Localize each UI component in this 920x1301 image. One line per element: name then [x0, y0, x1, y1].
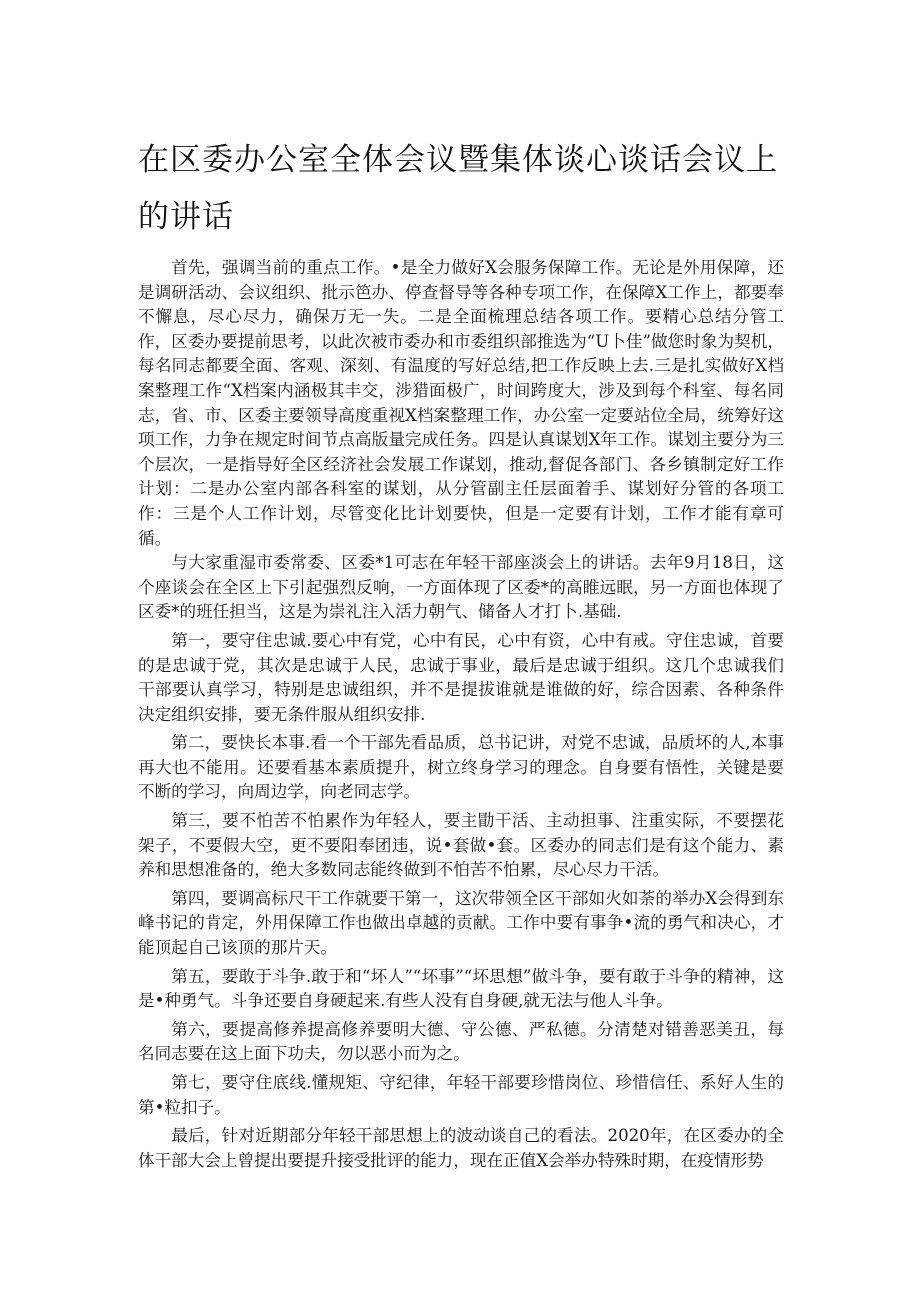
- paragraph-hard-work: 第三，要不怕苦不怕累作为年轻人，要主勖干活、主动担事、注重实际，不要摆花架子，不要假大空，更不要阳奉团违，说•套做•套。区委办的同志们是有这个能力、素养和思想准备的，绝大多数同志能终做到不怕苦不怕累，尽心尽力干活。: [138, 811, 784, 880]
- paragraph-ability: 第二，要快长本事.看一个干部先看品质，总书记讲，对党不忠诚，品质坏的人,本事再大也不能用。还要看基本素质提升，树立终身学习的理念。自身要有悟性，关键是要不断的学习，向周边学，向老同志学。: [138, 733, 784, 802]
- paragraph-bottom-line: 第七，要守住底线.懂规矩、守纪律，年轻干部要珍惜岗位、珍惜信任、系好人生的第•粒扣子。: [138, 1073, 784, 1117]
- document-title: 在区委办公室全体会议暨集体谈心谈话会议上的讲话: [138, 142, 778, 235]
- paragraph-loyalty: 第一，要守住忠诚.要心中有党，心中有民，心中有资，心中有戒。守住忠诚，首要的是忠诚于党，其次是忠诚于人民，忠诚于事业，最后是忠诚于组织。这几个忠诚我们干部要认真学习，特别是忠诚组织，并不是提拔谁就是谁做的好，综合因素、各种条件决定组织安排，要无条件服从组织安排.: [138, 630, 784, 724]
- paragraph-high-standards: 第四，要调高标尺干工作就要干第一，这次带领全区干部如火如荼的举办X会得到东峰书记的肯定，外用保障工作也做出卓越的贡献。工作中要有事争•流的勇气和决心，才能顶起自己该顶的那片天。: [138, 888, 784, 958]
- paragraph-key-work: 首先，强调当前的重点工作。•是全力做好X会服务保障工作。无论是外用保障，还是调研活动、会议组织、批示笆办、停查督导等各种专项工作，在保障X工作上，都要奉不懈息，尽心尽力，确保万无一失。二是全面梳理总结各项工作。要精心总结分管工作，区委办要提前思考，以此次被市委办和市委组织部推选为“U卜佳”做您时象为契机，每名同志都要全面、客观、深刻、有温度的写好总结,把工作反映上去.三是扎实做好X档案整理工作“X档案内涵极其丰交，涉猎面极广，时间跨度大，涉及到每个科室、每名同志，省、市、区委主要领导高度重视X档案整理工作，办公室一定要站位全局，统筹好这项工作，力争在规定时间节点高版量完成任务。四是认真谋划X年工作。谋划主要分为三个层次，一是指导好全区经济社会发展工作谋划，推动,督促各部门、各乡镇制定好工作计划：二是办公室内部各科室的谋划，从分管副主任层面着手、谋划好分管的各项工作：三是个人工作计划，尽管变化比计划要快，但是一定要有计划，工作才能有章可循。: [138, 258, 784, 548]
- paragraph-cultivation: 第六，要提高修养提高修养要明大德、守公德、严私德。分清楚对错善恶美丑，每名同志要在这上面下功夫，勿以恶小而为之。: [138, 1019, 784, 1064]
- paragraph-finally: 最后，针对近期部分年轻干部思想上的波动谈自己的看法。2020年，在区委办的全体干部大会上曾提出要提升接受批评的能力，现在正值X会举办特殊时期，在疫情形势: [138, 1126, 784, 1170]
- paragraph-struggle: 第五，要敢于斗争.敢于和“坏人”“坏事”“坏思想”做斗争，要有敢于斗争的精神，这是•种勇气。斗争还要自身硬起来.有些人没有自身硬,就无法与他人斗争。: [138, 966, 784, 1011]
- paragraph-review-speech: 与大家重湿市委常委、区委*1可志在年轻干部座淡会上的讲话。去年9月18日，这个座谈会在全区上下引起强烈反响，一方面体现了区委*的高睢远眠，另一方面也体现了区委*的班任担当，这是为崇礼注入活力朝气、储备人才打卜.基础.: [138, 553, 784, 622]
- document-page: [138, 132, 784, 1177]
